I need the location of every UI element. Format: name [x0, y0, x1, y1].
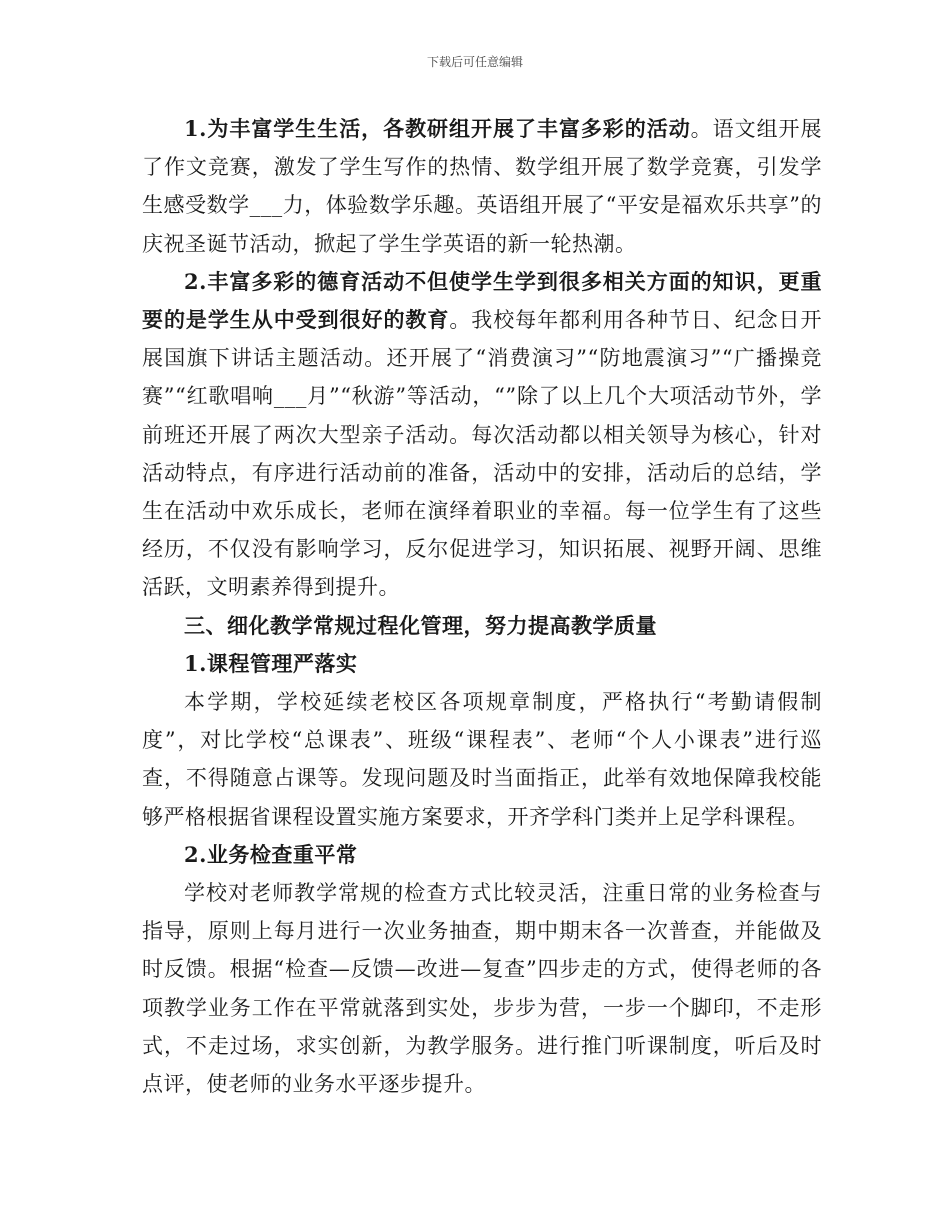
paragraph-activities — [142, 110, 822, 263]
document-body — [142, 110, 822, 1103]
paragraph-text: 。我校每年都利用各种节日、纪念日开展国旗下讲话主题活动。还开展了“消费演习”“防地震演习”“广播操竞赛”“红歌唱响___月”“秋游”等活动，“”除了以上几个大项活动节外，学前班还开展了两次大型亲子活动。每次活动都以相关领导为核心，针对活动特点，有序进行活动前的准备，活动中的安排，活动后的总结，学生在活动中欢乐成长，老师在演绎着职业的幸福。每一位学生有了这些经历，不仅没有影响学习，反尔促进学习，知识拓展、视野开阔、思维活跃，文明素养得到提升。 — [142, 308, 823, 600]
section-heading: 三、细化教学常规过程化管理，努力提高教学质量 — [184, 612, 657, 638]
subsection-heading-curriculum: 1.课程管理严落实 — [184, 650, 358, 676]
paragraph-lead: 2.丰富多彩的德育活动不但使学生学到很多相关方面的知识，更重要的是学生从中受到很好的教育 — [142, 268, 822, 333]
paragraph-curriculum: 本学期，学校延续老校区各项规章制度，严格执行“考勤请假制度”，对比学校“总课表”、班级“课程表”、老师“个人小课表”进行巡查，不得随意占课等。发现问题及时当面指正，此举有效地保障我校能够严格根据省课程设置实施方案要求，开齐学科门类并上足学科课程。 — [142, 690, 822, 829]
subsection-heading-inspection: 2.业务检查重平常 — [184, 841, 358, 867]
paragraph-inspection: 学校对老师教学常规的检查方式比较灵活，注重日常的业务检查与指导，原则上每月进行一次业务抽查，期中期末各一次普查，并能做及时反馈。根据“检查—反馈—改进—复查”四步走的方式，使得老师的各项教学业务工作在平常就落到实处，步步为营，一步一个脚印，不走形式，不走过场，求实创新，为教学服务。进行推门听课制度，听后及时点评，使老师的业务水平逐步提升。 — [142, 881, 822, 1097]
page-header: 下载后可任意编辑 — [426, 55, 523, 69]
paragraph-moral-education — [142, 263, 822, 607]
paragraph-text: 。语文组开展了作文竞赛，激发了学生写作的热情、数学组开展了数学竞赛，引发学生感受数学___力，体验数学乐趣。英语组开展了“平安是福欢乐共享”的庆祝圣诞节活动，掀起了学生学英语的新一轮热潮。 — [142, 117, 823, 256]
paragraph-lead: 1.为丰富学生生活，各教研组开展了丰富多彩的活动 — [184, 116, 691, 141]
